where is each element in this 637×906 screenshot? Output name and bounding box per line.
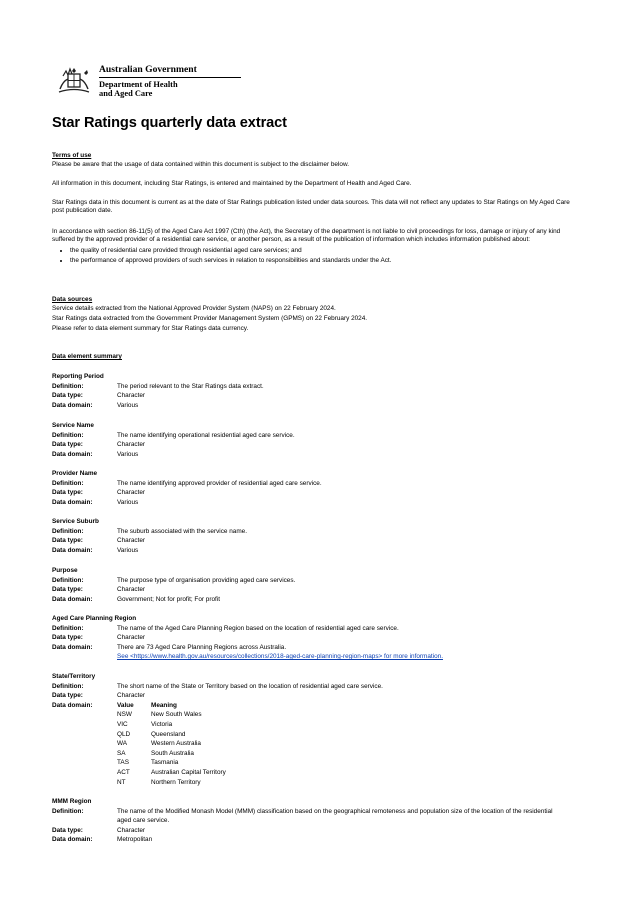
domain-label: Data domain: [52, 498, 93, 506]
state-code: WA [117, 740, 128, 748]
table-row [117, 778, 226, 788]
element-domain: Government; Not for profit; For profit [117, 595, 220, 603]
definition-label: Definition: [52, 807, 84, 815]
domain-label: Data domain: [52, 701, 93, 709]
type-label: Data type: [52, 441, 83, 449]
planning-region-maps-link[interactable]: See <https://www.health.gov.au/resources/collections/2018-aged-care-planning-region-maps> for more information. [117, 653, 443, 661]
state-code: VIC [117, 720, 128, 728]
state-meaning: Tasmania [151, 759, 179, 767]
terms-paragraph-3: Star Ratings data in this document is current as at the date of Star Ratings publication listed under data sources. This data will not reflect any updates to Star Ratings on My Aged Care post publication date. [52, 199, 570, 215]
state-code: QLD [117, 730, 131, 738]
definition-label: Definition: [52, 527, 84, 535]
list-item: • the performance of approved providers of such services in relation to responsibilities and standards under the Act. [70, 256, 392, 266]
state-meaning: South Australia [151, 749, 194, 757]
table-row [117, 749, 226, 759]
element-domain: Various [117, 450, 139, 458]
terms-paragraph-2: All information in this document, including Star Ratings, is entered and maintained by the Department of Health and Aged Care. [52, 180, 412, 187]
logo-divider [99, 77, 241, 78]
table-row [117, 768, 226, 778]
table-row [117, 758, 226, 768]
element-type: Character [117, 692, 146, 700]
definition-label: Definition: [52, 479, 84, 487]
element-domain: Various [117, 498, 139, 506]
element-type: Character [117, 826, 146, 834]
type-label: Data type: [52, 537, 83, 545]
element-type: Character [117, 392, 146, 400]
domain-label: Data domain: [52, 450, 93, 458]
sources-line-3: Please refer to data element summary for Star Ratings data currency. [52, 325, 249, 332]
state-meaning: New South Wales [151, 711, 202, 719]
sources-line-1: Service details extracted from the National Approved Provider System (NAPS) on 22 February 2024. [52, 305, 336, 312]
page-title: Star Ratings quarterly data extract [52, 115, 287, 131]
state-meaning: Northern Territory [151, 778, 201, 786]
definition-label: Definition: [52, 431, 84, 439]
terms-bullet-list [60, 246, 392, 266]
state-code: NT [117, 778, 126, 786]
definition-label: Definition: [52, 682, 84, 690]
element-name: Service Name [52, 422, 94, 429]
terms-heading: Terms of use [52, 152, 92, 159]
state-code: SA [117, 749, 126, 757]
state-code: ACT [117, 768, 130, 776]
element-name: Reporting Period [52, 373, 104, 380]
data-element-state-territory [52, 672, 592, 787]
element-domain: Various [117, 546, 139, 554]
table-row [117, 720, 226, 730]
element-type: Character [117, 634, 146, 642]
domain-label: Data domain: [52, 643, 93, 651]
state-code: TAS [117, 759, 129, 767]
element-type: Character [117, 537, 146, 545]
table-row [117, 710, 226, 720]
domain-label: Data domain: [52, 595, 93, 603]
data-element-reporting-period [52, 372, 592, 410]
element-name: Aged Care Planning Region [52, 615, 137, 622]
data-element-aged-care-planning-region [52, 614, 592, 662]
element-name: MMM Region [52, 798, 92, 805]
data-element-provider-name [52, 469, 592, 507]
type-label: Data type: [52, 692, 83, 700]
state-meaning: Queensland [151, 730, 186, 738]
element-definition: The name identifying operational residential aged care service. [117, 431, 295, 439]
element-domain: Metropolitan [117, 836, 153, 844]
element-type: Character [117, 586, 146, 594]
element-definition: The purpose type of organisation providing aged care services. [117, 576, 296, 584]
terms-paragraph-4: In accordance with section 86-11(5) of the Aged Care Act 1997 (Cth) (the Act), the Secretary of the department is not liable to civil proceedings for loss, damage or injury of any kind suffered by the approved provider of a residential care service, or another person, as a result of the publication of information which includes information published about: [52, 228, 561, 244]
table-header-row [117, 701, 226, 711]
element-definition: The name identifying approved provider of residential aged care service. [117, 479, 322, 487]
column-header-meaning: Meaning [151, 701, 177, 709]
state-meaning: Western Australia [151, 740, 201, 748]
element-name: Purpose [52, 567, 78, 574]
element-definition: The name of the Aged Care Planning Region based on the location of residential aged care service. [117, 624, 399, 632]
domain-label: Data domain: [52, 836, 93, 844]
element-name: Provider Name [52, 470, 98, 477]
coat-of-arms-icon [57, 63, 91, 97]
table-row [117, 730, 226, 740]
type-label: Data type: [52, 826, 83, 834]
government-logo [57, 63, 197, 105]
data-element-purpose [52, 566, 592, 604]
element-name: State/Territory [52, 673, 96, 680]
domain-label: Data domain: [52, 401, 93, 409]
state-meaning: Victoria [151, 720, 173, 728]
terms-paragraph-1: Please be aware that the usage of data contained within this document is subject to the disclaimer below. [52, 161, 349, 168]
data-element-service-name [52, 421, 592, 459]
definition-label: Definition: [52, 624, 84, 632]
type-label: Data type: [52, 586, 83, 594]
sources-line-2: Star Ratings data extracted from the Government Provider Management System (GPMS) on 22 February 2024. [52, 315, 368, 322]
state-meaning: Australian Capital Territory [151, 768, 226, 776]
element-domain: Various [117, 401, 139, 409]
element-definition: The suburb associated with the service name. [117, 527, 248, 535]
element-domain: There are 73 Aged Care Planning Regions across Australia. [117, 643, 287, 651]
element-name: Service Suburb [52, 518, 99, 525]
data-element-mmm-region [52, 797, 592, 845]
type-label: Data type: [52, 634, 83, 642]
element-type: Character [117, 441, 146, 449]
data-element-service-suburb [52, 517, 592, 555]
definition-label: Definition: [52, 382, 84, 390]
sources-heading: Data sources [52, 296, 93, 303]
element-type: Character [117, 489, 146, 497]
state-code: NSW [117, 711, 132, 719]
definition-label: Definition: [52, 576, 84, 584]
state-territory-table [117, 701, 226, 787]
department-name: Department of Health and Aged Care [99, 80, 178, 99]
column-header-value: Value [117, 701, 134, 709]
government-name: Australian Government [99, 64, 197, 75]
type-label: Data type: [52, 489, 83, 497]
type-label: Data type: [52, 392, 83, 400]
summary-heading: Data element summary [52, 353, 122, 360]
element-definition: The name of the Modified Monash Model (MMM) classification based on the geographical remoteness and population size of the location of the residential aged care service. [117, 807, 553, 825]
element-definition: The short name of the State or Territory based on the location of residential aged care service. [117, 682, 383, 690]
element-definition: The period relevant to the Star Ratings data extract. [117, 382, 264, 390]
list-item: • the quality of residential care provided through residential aged care services; and [70, 246, 392, 256]
table-row [117, 739, 226, 749]
domain-label: Data domain: [52, 546, 93, 554]
